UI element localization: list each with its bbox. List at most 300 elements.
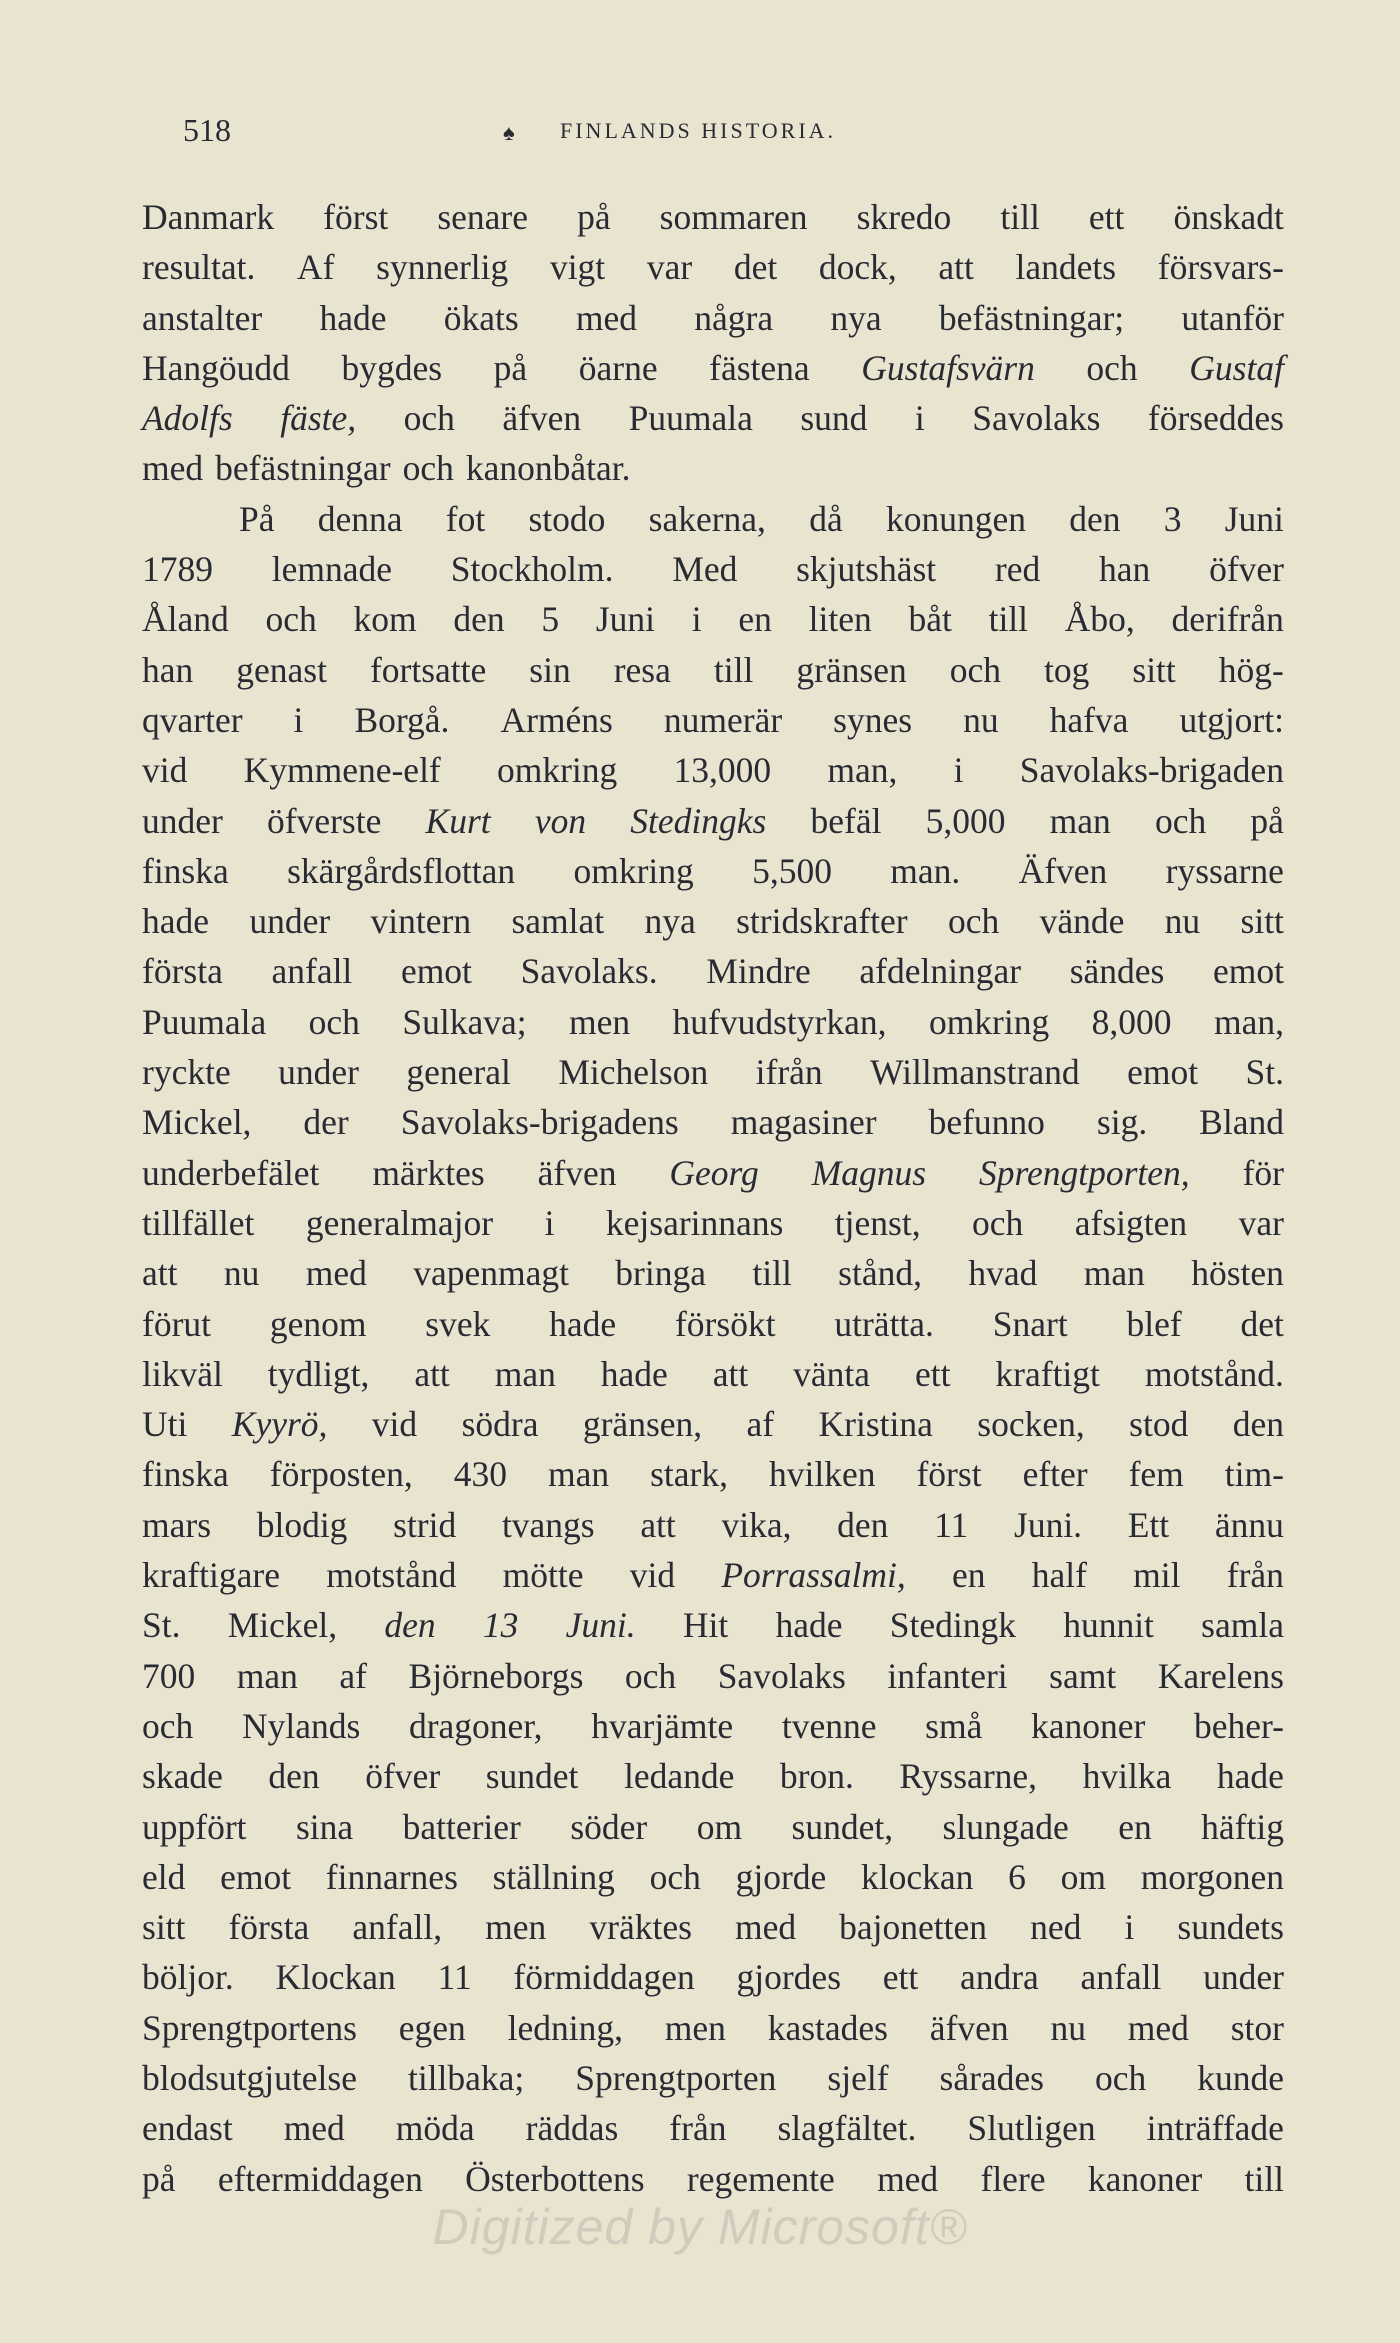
word: hög- (1218, 649, 1284, 690)
word: till (1000, 197, 1040, 237)
word: Mickel, (227, 1605, 338, 1646)
text-line (142, 2003, 1284, 2053)
word: ledning, (507, 2007, 623, 2048)
word: häftig (1201, 1806, 1284, 1847)
word: Savolaks. (520, 951, 658, 992)
word: genast (236, 649, 327, 690)
word: 5,000 (925, 800, 1006, 841)
word: hade (319, 297, 387, 338)
word: hvilka (1082, 1756, 1172, 1797)
word: ifrån (755, 1052, 823, 1093)
word: utgjort: (1179, 699, 1284, 740)
word: Kymmene-elf (243, 750, 441, 791)
word: man, (827, 750, 898, 791)
word: under (249, 901, 331, 942)
word: Stedingk (889, 1605, 1016, 1646)
word: att (640, 1504, 676, 1545)
word: emot (220, 1856, 292, 1897)
word: andra (959, 1957, 1039, 1998)
text-line (142, 846, 1284, 896)
page-header (183, 112, 1283, 152)
word: första (142, 951, 223, 992)
word: underbefälet (142, 1152, 320, 1193)
word: sommaren (659, 197, 808, 237)
word: den (384, 1605, 436, 1646)
text-line (142, 1651, 1284, 1701)
word: 1789 (142, 549, 213, 590)
word: förmiddagen (513, 1957, 695, 1998)
text-line (142, 2154, 1284, 2204)
word: endast (142, 2108, 233, 2149)
word: Stedingks (630, 800, 767, 841)
word: Sprengtportens (142, 2007, 357, 2048)
word: men (485, 1907, 547, 1948)
word: sakerna, (648, 498, 766, 539)
word: från (1226, 1555, 1284, 1596)
word: bron. (779, 1756, 854, 1797)
word: till (713, 649, 754, 690)
word: tvangs (501, 1504, 595, 1545)
word: hösten (1191, 1253, 1284, 1294)
word: men (664, 2007, 726, 2048)
word: 8,000 (1091, 1001, 1172, 1042)
text-line (142, 645, 1284, 695)
word: 430 (453, 1454, 507, 1495)
word: vände (1039, 901, 1125, 942)
word: han (142, 649, 194, 690)
word: Sprengtporten, (978, 1152, 1190, 1193)
word: den (837, 1504, 889, 1545)
text-line (142, 343, 1284, 393)
word: och (1086, 347, 1138, 388)
word: sårades (939, 2057, 1044, 2098)
word: att (712, 1353, 749, 1394)
word: mars (142, 1504, 212, 1545)
word: hvad (968, 1253, 1038, 1294)
word: kraftigare (142, 1555, 280, 1596)
word: synes (833, 699, 913, 740)
word: sitt (142, 1907, 186, 1948)
page-number: 518 (183, 112, 231, 148)
word: Hangöudd (142, 347, 290, 388)
text-line (142, 293, 1284, 343)
word: öfver (365, 1756, 441, 1797)
word: sitt (1132, 649, 1176, 690)
word: kejsarinnans (605, 1202, 784, 1243)
word: i (691, 599, 702, 640)
word: sundet, (791, 1806, 894, 1847)
word: förseddes (1147, 398, 1284, 439)
word: på (577, 197, 611, 237)
word: först (916, 1454, 982, 1495)
word: 13,000 (673, 750, 772, 791)
word: tog (1044, 649, 1090, 690)
text-line (142, 1600, 1284, 1650)
word: Borgå. (354, 699, 450, 740)
word: regemente (686, 2158, 835, 2199)
word: Mindre (706, 951, 811, 992)
word: fästena (709, 347, 810, 388)
word: ännu (1214, 1504, 1284, 1545)
word: fortsatte (369, 649, 487, 690)
word: med (877, 2158, 939, 2199)
word: von (534, 800, 587, 841)
word: förut (142, 1303, 212, 1344)
word: under (278, 1052, 359, 1093)
word: dock, (818, 247, 897, 288)
word: öfverste (267, 800, 382, 841)
word: och (403, 398, 455, 439)
word: synnerlig (376, 247, 509, 288)
word: 11 (437, 1957, 472, 1998)
word: Savolaks-brigadens (400, 1102, 679, 1143)
word: motstånd (326, 1555, 457, 1596)
word: sitt (1240, 901, 1284, 942)
word: Puumala (142, 1001, 267, 1042)
word: försökt (674, 1303, 776, 1344)
word: man. (890, 850, 961, 891)
text-line (142, 1550, 1284, 1600)
word: tillfället (142, 1202, 255, 1243)
word: försvars- (1157, 247, 1284, 288)
word: der (303, 1102, 349, 1143)
word: Juni (1224, 498, 1284, 539)
word: derifrån (1171, 599, 1284, 640)
word: Savolaks-brigaden (1019, 750, 1284, 791)
word: hade (549, 1303, 617, 1344)
word: öfver (1209, 549, 1284, 590)
word: hade (600, 1353, 668, 1394)
word: en (738, 599, 772, 640)
text-line (142, 1449, 1284, 1499)
word: hufvudstyrkan, (672, 1001, 887, 1042)
word: Hit (682, 1605, 729, 1646)
text-line (142, 896, 1284, 946)
word: samla (1201, 1605, 1284, 1646)
word: till (1244, 2158, 1284, 2199)
word: om (696, 1806, 743, 1847)
word: samt (1049, 1655, 1117, 1696)
word: denna (317, 498, 403, 539)
text-line (142, 242, 1284, 292)
word: red (994, 549, 1041, 590)
word: skärgårdsflottan (287, 850, 516, 891)
word: Juni. (565, 1605, 636, 1646)
word: bajonetten (839, 1907, 988, 1948)
word: vräktes (589, 1907, 692, 1948)
word: gränsen, (582, 1404, 703, 1445)
word: utanför (1181, 297, 1284, 338)
word: och (1094, 2057, 1147, 2098)
word: gjorde (735, 1856, 827, 1897)
word: anfall (1080, 1957, 1162, 1998)
word: hvarjämte (591, 1705, 734, 1746)
text-line (142, 192, 1284, 242)
word: befästningar (215, 448, 391, 489)
word: bygdes (341, 347, 443, 388)
word: landets (1015, 247, 1117, 288)
text-line (142, 1802, 1284, 1852)
word: nu (963, 699, 999, 740)
word: vintern (370, 901, 472, 942)
word: Kristina (818, 1404, 933, 1445)
word: och (972, 1202, 1024, 1243)
word: vid (629, 1555, 676, 1596)
word: mil (1133, 1555, 1181, 1596)
word: 13 (482, 1605, 519, 1646)
word: genom (269, 1303, 367, 1344)
word: egen (398, 2007, 466, 2048)
word: Sprengtporten (575, 2057, 777, 2098)
text-line (142, 1500, 1284, 1550)
word: senare (437, 197, 528, 237)
text-line (142, 544, 1284, 594)
word: stånd, (838, 1253, 922, 1294)
word: vid (371, 1404, 418, 1445)
text-line (142, 1751, 1284, 1801)
word: Af (297, 247, 335, 288)
word: afdelningar (859, 951, 1022, 992)
word: hvilken (769, 1454, 876, 1495)
word: Adolfs (142, 398, 233, 439)
word: slungade (942, 1806, 1069, 1847)
word: resa (613, 649, 671, 690)
word: Magnus (811, 1152, 927, 1193)
word: tjenst, (834, 1202, 921, 1243)
word: Österbottens (465, 2158, 645, 2199)
word: uträtta. (834, 1303, 934, 1344)
word: nu (1164, 901, 1201, 942)
word: gjordes (736, 1957, 842, 1998)
word: lemnade (271, 549, 393, 590)
word: Björneborgs (408, 1655, 584, 1696)
text-line (142, 594, 1284, 644)
word: med (1127, 2007, 1189, 2048)
word: Sulkava; (402, 1001, 527, 1042)
word: fot (445, 498, 486, 539)
word: man (494, 1353, 556, 1394)
word: ryssarne (1165, 850, 1284, 891)
word: beher- (1194, 1705, 1284, 1746)
text-line (142, 796, 1284, 846)
word: äfven (537, 1152, 617, 1193)
word: om (1060, 1856, 1106, 1897)
word: med (305, 1253, 367, 1294)
word: söder (570, 1806, 648, 1847)
word: svek (425, 1303, 491, 1344)
word: afsigten (1074, 1202, 1188, 1243)
word: och (624, 1655, 677, 1696)
word: på (1250, 800, 1284, 841)
word: nu (223, 1253, 260, 1294)
word: 5,500 (752, 850, 832, 891)
word: några (694, 297, 774, 338)
word: omkring (496, 750, 618, 791)
word: till (752, 1253, 792, 1294)
text-line (142, 1047, 1284, 1097)
word: skade (142, 1756, 223, 1797)
word: Åbo, (1064, 599, 1135, 640)
word: ökats (443, 297, 519, 338)
word: äfven (929, 2007, 1009, 2048)
word: finska (142, 1454, 229, 1495)
word: sund (800, 398, 868, 439)
word: På (239, 498, 275, 539)
word: blodsutgjutelse (142, 2057, 357, 2098)
word: omkring (573, 850, 694, 891)
word: öarne (578, 347, 658, 388)
word: att (938, 247, 974, 288)
text-line (142, 1148, 1284, 1198)
word: från (669, 2108, 727, 2149)
word: infanteri (887, 1655, 1008, 1696)
word: batterier (402, 1806, 521, 1847)
word: emot (400, 951, 472, 992)
text-line (142, 1299, 1284, 1349)
word: i (544, 1202, 555, 1243)
word: södra (461, 1404, 539, 1445)
word: Arméns (500, 699, 613, 740)
word: med (734, 1907, 797, 1948)
word: det (733, 247, 778, 288)
word: sundets (1177, 1907, 1284, 1948)
word: tvenne (781, 1705, 877, 1746)
word: Uti (142, 1404, 188, 1445)
word: Juni. (1014, 1504, 1083, 1545)
word: motstånd. (1144, 1353, 1284, 1394)
word: först (323, 197, 389, 237)
word: man (1049, 800, 1111, 841)
text-line (142, 1198, 1284, 1248)
word: Äfven (1018, 850, 1108, 891)
word: stark, (650, 1454, 728, 1495)
word: man (236, 1655, 298, 1696)
word: anstalter (142, 297, 263, 338)
word: inträffade (1146, 2108, 1284, 2149)
word: finnarnes (325, 1856, 458, 1897)
word: Åland (142, 599, 229, 640)
word: blef (1126, 1303, 1182, 1344)
word: anfall (271, 951, 353, 992)
word: befäl (810, 800, 882, 841)
text-line (142, 494, 1284, 544)
word: Michelson (558, 1052, 709, 1093)
text-line (142, 1248, 1284, 1298)
word: ledande (623, 1756, 735, 1797)
word: generalmajor (305, 1202, 494, 1243)
word: finska (142, 850, 229, 891)
word: morgonen (1140, 1856, 1284, 1897)
word: strid (393, 1504, 457, 1545)
word: Juni (595, 599, 656, 640)
word: liten (808, 599, 872, 640)
text-line (142, 2053, 1284, 2103)
word: mötte (502, 1555, 584, 1596)
word: ett (882, 1957, 919, 1998)
word: Bland (1199, 1102, 1284, 1143)
word: emot (1213, 951, 1284, 992)
word: och (308, 1001, 360, 1042)
word: kraftigt (995, 1353, 1100, 1394)
word: stod (1129, 1404, 1189, 1445)
word: för (1242, 1152, 1284, 1193)
word: samlat (511, 901, 605, 942)
text-line (142, 1902, 1284, 1952)
word: att (142, 1253, 178, 1294)
word: små (925, 1705, 983, 1746)
word: att (414, 1353, 450, 1394)
word: sina (295, 1806, 354, 1847)
word: flere (980, 2158, 1046, 2199)
word: kanonbåtar. (465, 448, 631, 489)
word: var (646, 247, 693, 288)
word: uppfört (142, 1806, 247, 1847)
word: sig. (1096, 1102, 1148, 1143)
text-line (142, 1349, 1284, 1399)
word: hade (1216, 1756, 1284, 1797)
word: blodig (256, 1504, 348, 1545)
word: tim- (1224, 1454, 1284, 1495)
word: Klockan (275, 1957, 396, 1998)
word: äfven (502, 398, 582, 439)
text-line (142, 2103, 1284, 2153)
digitization-watermark: Digitized by Microsoft® (432, 2199, 968, 2255)
word: vänta (793, 1353, 871, 1394)
word: Nylands (241, 1705, 361, 1746)
word: St. (1245, 1052, 1284, 1093)
word: 6 (1008, 1856, 1026, 1897)
word: på (142, 2158, 176, 2199)
word: den (1069, 498, 1121, 539)
word: vigt (549, 247, 606, 288)
word: vapenmagt (413, 1253, 569, 1294)
word: Puumala (628, 398, 753, 439)
word: Danmark (142, 197, 275, 237)
word: Georg (669, 1152, 759, 1193)
word: nya (830, 297, 882, 338)
word: önskadt (1173, 197, 1284, 237)
word: Ett (1127, 1504, 1170, 1545)
word: ned (1030, 1907, 1082, 1948)
word: befunno (928, 1102, 1045, 1143)
word: 3 (1163, 498, 1182, 539)
text-line (142, 1952, 1284, 2002)
word: eld (142, 1856, 186, 1897)
word: kom (353, 599, 417, 640)
word: med (142, 448, 204, 489)
word: hafva (1049, 699, 1129, 740)
word: båt (908, 599, 952, 640)
word: stor (1230, 2007, 1284, 2048)
word: skjutshäst (796, 549, 937, 590)
word: man, (1213, 1001, 1284, 1042)
word: den (268, 1756, 320, 1797)
word: Kurt (425, 800, 491, 841)
word: qvarter (142, 699, 243, 740)
word: vid (142, 750, 188, 791)
word: möda (395, 2108, 475, 2149)
word: och (649, 1856, 701, 1897)
word: med (575, 297, 638, 338)
word: kastades (767, 2007, 888, 2048)
word: den (1232, 1404, 1284, 1445)
word: böljor. (142, 1957, 234, 1998)
header-mark: ♠ (503, 120, 515, 145)
text-line (142, 997, 1284, 1047)
word: sin (529, 649, 571, 690)
word: i (953, 750, 964, 791)
word: han (1099, 549, 1151, 590)
